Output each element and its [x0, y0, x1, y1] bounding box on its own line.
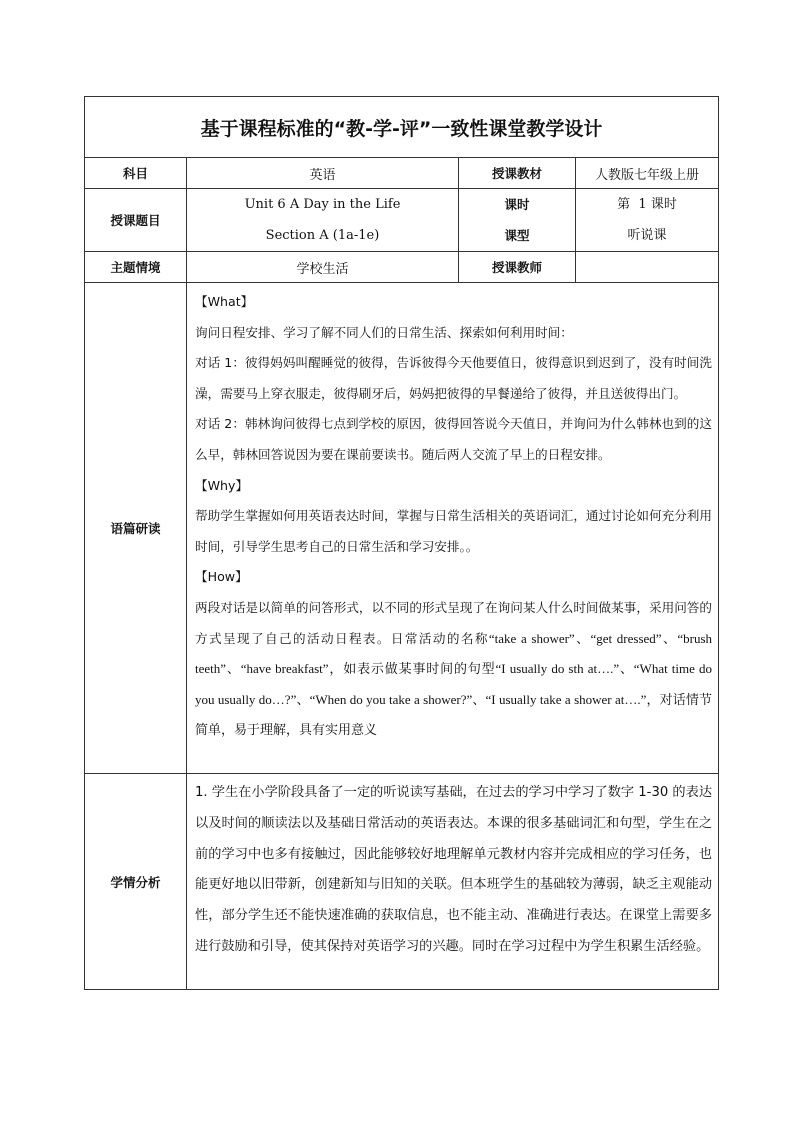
teacher-value — [576, 252, 719, 283]
learner-analysis-content — [187, 774, 719, 990]
period-label: 课时 — [504, 197, 530, 212]
text-study-content — [187, 283, 719, 774]
topic-label: 授课题目 — [85, 189, 187, 252]
text-study-label: 语篇研读 — [85, 283, 187, 774]
learner-analysis-label: 学情分析 — [85, 774, 187, 990]
how-text-cn: 两段对话是以简单的问答形式，以不同的形式呈现了在询问某人什么时间做某事，采用问答的方式呈现了自己的活动日程表。日常活动的名称 — [195, 599, 713, 646]
subject-value: 英语 — [187, 158, 459, 189]
what-intro: 询问日程安排、学习了解不同人们的日常生活、探索如何利用时间： — [195, 324, 573, 340]
textbook-label: 授课教材 — [459, 158, 576, 189]
what-heading: 【What】 — [195, 294, 254, 309]
textbook-value: 人教版七年级上册 — [576, 158, 719, 189]
type-label: 课型 — [504, 228, 530, 243]
document-title: 基于课程标准的“教-学-评”一致性课堂教学设计 — [85, 97, 719, 158]
how-text-en: “take a shower”、“get dressed”、“brush teeth”、“have breakfast”，如表示做某事时间的句型“I usually do sth at….”、“What time do you usually do…?”、“When do you take a shower?”、“I usually take a shower at….”，对话情节简单，易于理解，具有实用意义 — [195, 630, 713, 738]
why-text: 帮助学生掌握如何用英语表达时间，掌握与日常生活相关的英语词汇，通过讨论如何充分利用时间，引导学生思考自己的日常生活和学习安排。。 — [195, 508, 713, 554]
lesson-design-table — [84, 96, 719, 990]
how-text — [195, 593, 712, 746]
period-value: 第 1 课时 — [617, 197, 677, 212]
topic-value — [187, 189, 459, 252]
subject-label: 科目 — [85, 158, 187, 189]
theme-label: 主题情境 — [85, 252, 187, 283]
teacher-label: 授课教师 — [459, 252, 576, 283]
how-heading: 【How】 — [195, 569, 248, 585]
period-type-values — [576, 189, 719, 252]
dialog-2: 对话 2：韩林询问彼得七点到学校的原因，彼得回答说今天值日，并询问为什么韩林也到的这么早，韩林回答说因为要在课前要读书。随后两人交流了早上的日程安排。 — [195, 416, 713, 462]
topic-line-1: Unit 6 A Day in the Life — [244, 197, 401, 212]
theme-value: 学校生活 — [187, 252, 459, 283]
why-heading: 【Why】 — [195, 477, 249, 493]
period-type-labels — [459, 189, 576, 252]
type-value: 听说课 — [627, 228, 667, 243]
learner-analysis-text: 1. 学生在小学阶段具备了一定的听说读写基础，在过去的学习中学习了数字 1-30 的表达以及时间的顺读法以及基础日常活动的英语表达。本课的很多基础词汇和句型，学生在之前的学习中也多有接触过，因此能够较好地理解单元教材内容并完成相应的学习任务，也能更好地以旧带新，创建新知与旧知的关联。但本班学生的基础较为薄弱，缺乏主观能动性，部分学生还不能快速准确的获取信息，也不能主动、准确进行表达。在课堂上需要多进行鼓励和引导，使其保持对英语学习的兴趣。同时在学习过程中为学生积累生活经验。 — [195, 785, 713, 954]
topic-line-2: Section A (1a-1e) — [265, 228, 380, 243]
dialog-1: 对话 1：彼得妈妈叫醒睡觉的彼得，告诉彼得今天他要值日，彼得意识到迟到了，没有时间洗澡，需要马上穿衣服走，彼得刷牙后，妈妈把彼得的早餐递给了彼得，并且送彼得出门。 — [195, 355, 713, 401]
